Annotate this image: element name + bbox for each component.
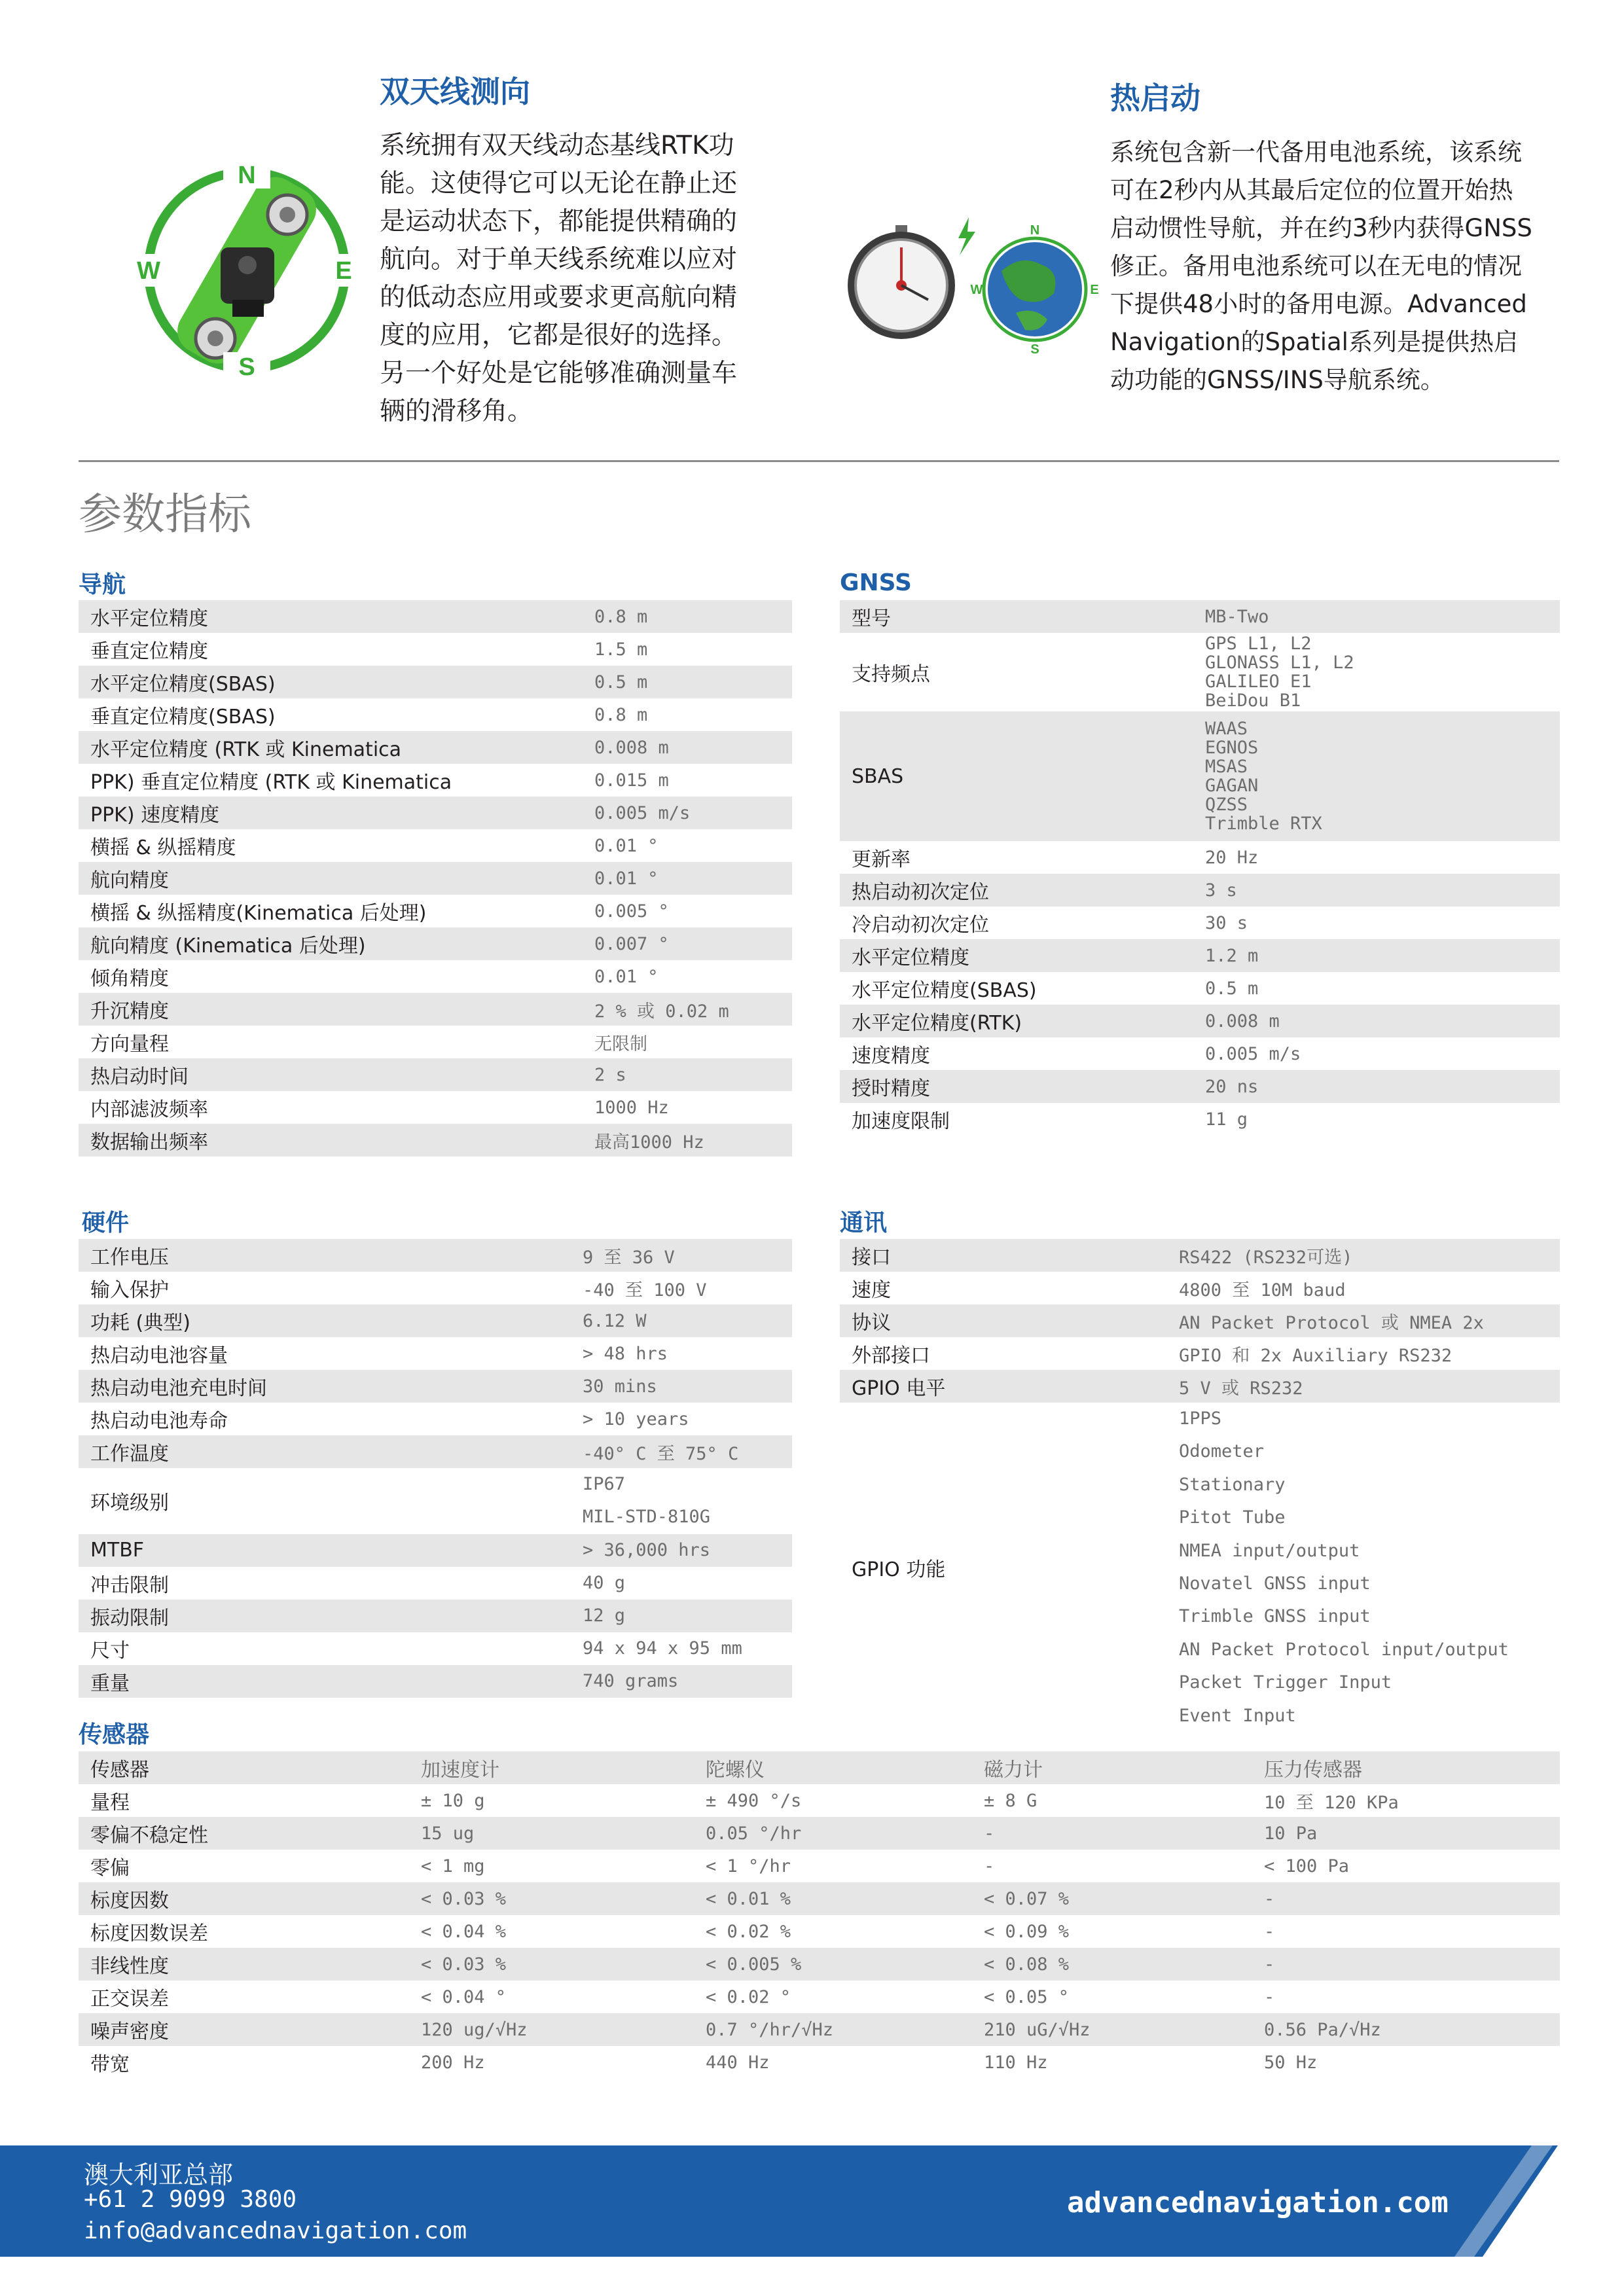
row-value: 30 s (1205, 912, 1248, 933)
compass-illustration (134, 149, 360, 391)
hot-start-title: 热启动 (1110, 81, 1200, 116)
table-row (79, 1948, 1560, 1981)
cell: - (984, 1856, 995, 1876)
row-label: 功耗 (典型) (79, 1304, 571, 1337)
row-label: 水平定位精度 (RTK 或 Kinematica (79, 731, 583, 764)
row-label: 型号 (840, 600, 1193, 633)
row-label: 重量 (79, 1665, 571, 1698)
dual-antenna-body (380, 127, 785, 431)
stopwatch-globe-icon (844, 208, 1106, 359)
table-row (79, 1304, 792, 1337)
table-row (79, 1370, 792, 1403)
table-row (840, 1403, 1560, 1732)
body-line: 修正。备用电池系统可以在无电的情况 (1110, 252, 1522, 280)
row-label: SBAS (840, 711, 1193, 841)
row-value: 无限制 (594, 1033, 647, 1054)
row-label: 协议 (840, 1304, 1167, 1337)
sbas-item: EGNOS (1205, 738, 1259, 758)
row-value: 5 V 或 RS232 (1167, 1370, 1560, 1403)
row-value: 740 grams (571, 1665, 792, 1698)
cell: 120 ug/√Hz (409, 2013, 694, 2046)
row-label: PPK) 速度精度 (79, 797, 583, 829)
row-label: 标度因数误差 (90, 1922, 208, 1945)
row-label: 垂直定位精度(SBAS) (90, 706, 276, 728)
gpio-function-item: Trimble GNSS input (1179, 1606, 1371, 1627)
table-row (79, 993, 792, 1026)
body-line: 系统拥有双天线动态基线RTK功 (380, 131, 734, 160)
row-value: > 10 years (583, 1408, 689, 1429)
compass-east-label: E (335, 257, 352, 285)
gnss-section-title: GNSS (840, 569, 912, 596)
cell: 10 Pa (1252, 1817, 1560, 1850)
sbas-list (1193, 711, 1560, 841)
table-row (79, 731, 792, 764)
hardware-table (79, 1239, 792, 1698)
table-row (79, 1784, 1560, 1817)
table-row (79, 1817, 1560, 1850)
band-item: BeiDou B1 (1205, 691, 1301, 711)
table-row (79, 1981, 1560, 2013)
table-row (79, 927, 792, 960)
navigation-table (79, 600, 792, 1157)
row-label: 航向精度 (Kinematica 后处理) (79, 927, 583, 960)
cell: - (1264, 1921, 1275, 1942)
cell: < 0.05 ° (984, 1986, 1070, 2007)
hot-start-body (1110, 134, 1568, 399)
row-label: 工作温度 (79, 1435, 571, 1468)
cell: 210 uG/√Hz (972, 2013, 1252, 2046)
table-row (79, 1091, 792, 1124)
row-label: 外部接口 (852, 1344, 930, 1367)
row-label: 噪声密度 (79, 2013, 409, 2046)
footer-website-link[interactable]: advancednavigation.com (1067, 2186, 1449, 2219)
env-item: MIL-STD-810G (583, 1507, 711, 1528)
gpio-function-item: 1PPS (1179, 1408, 1222, 1429)
table-row (79, 1600, 792, 1632)
row-value: 3 s (1193, 874, 1560, 906)
table-row (79, 1665, 792, 1698)
cell: ± 8 G (984, 1790, 1038, 1811)
row-value: GPIO 和 2x Auxiliary RS232 (1179, 1345, 1453, 1366)
row-label: 非线性度 (79, 1948, 409, 1981)
row-value: -40° C 至 75° C (571, 1435, 792, 1468)
table-row (840, 939, 1560, 972)
cell: < 0.09 % (984, 1921, 1070, 1942)
row-value: 1.2 m (1193, 939, 1560, 972)
row-label: 冷启动初次定位 (852, 914, 989, 937)
sensors-section-title: 传感器 (79, 1721, 150, 1748)
table-header-row (79, 1751, 1560, 1784)
row-value: > 48 hrs (583, 1343, 668, 1364)
table-row (840, 633, 1560, 711)
globe-east-label: E (1090, 283, 1099, 297)
table-row (79, 1026, 792, 1058)
cell: < 1 mg (421, 1856, 485, 1876)
band-item: GPS L1, L2 (1205, 634, 1312, 654)
row-label: 水平定位精度(RTK) (840, 1005, 1193, 1037)
footer-hq: 澳大利亚总部 (84, 2161, 234, 2189)
row-label: 数据输出频率 (79, 1124, 583, 1157)
table-row (79, 1272, 792, 1304)
cell: < 100 Pa (1264, 1856, 1350, 1876)
row-value: 0.007 ° (583, 927, 792, 960)
params-title: 参数指标 (79, 489, 251, 539)
table-row (840, 874, 1560, 906)
row-label: 环境级别 (90, 1492, 169, 1515)
cell: 110 Hz (984, 2052, 1048, 2073)
table-row (840, 1037, 1560, 1070)
row-value: 0.8 m (594, 704, 648, 725)
table-row (79, 960, 792, 993)
body-line: 动功能的GNSS/INS导航系统。 (1110, 366, 1445, 394)
cell: < 0.04 ° (421, 1986, 507, 2007)
row-value: 0.01 ° (583, 862, 792, 895)
row-value: 0.005 ° (594, 901, 669, 922)
row-value: 2 s (583, 1058, 792, 1091)
table-row (79, 1239, 792, 1272)
column-header: 陀螺仪 (694, 1751, 972, 1784)
table-row (840, 1370, 1560, 1403)
row-label: 输入保护 (90, 1279, 169, 1302)
table-row (79, 1124, 792, 1157)
row-label: 倾角精度 (90, 967, 169, 990)
row-value: AN Packet Protocol 或 NMEA 2x (1167, 1304, 1560, 1337)
body-line: 可在2秒内从其最后定位的位置开始热 (1110, 176, 1513, 204)
cell: < 0.005 % (694, 1948, 972, 1981)
body-line: 是运动状态下，都能提供精确的 (380, 207, 738, 236)
row-value: 0.01 ° (594, 966, 659, 987)
row-label: 热启动电池充电时间 (79, 1370, 571, 1403)
table-row (840, 600, 1560, 633)
row-value: 40 g (583, 1573, 626, 1594)
gpio-function-item: Stationary (1179, 1474, 1286, 1495)
table-row (79, 698, 792, 731)
table-row (79, 829, 792, 862)
cell: 50 Hz (1264, 2052, 1318, 2073)
column-header: 压力传感器 (1252, 1751, 1560, 1784)
cell: ± 490 °/s (706, 1790, 802, 1811)
body-line: 另一个好处是它能够准确测量车 (380, 359, 738, 388)
cell: < 0.03 % (409, 1882, 694, 1915)
cell: 0.56 Pa/√Hz (1252, 2013, 1560, 2046)
cell: < 0.01 % (694, 1882, 972, 1915)
table-row (840, 1272, 1560, 1304)
band-item: GLONASS L1, L2 (1205, 653, 1354, 673)
gpio-function-item: Pitot Tube (1179, 1507, 1286, 1528)
row-label: 正交误差 (90, 1988, 169, 2011)
gpio-function-item: NMEA input/output (1179, 1540, 1360, 1561)
table-row (79, 600, 792, 633)
cell: 15 ug (409, 1817, 694, 1850)
row-value: 0.008 m (583, 731, 792, 764)
column-header: 加速度计 (409, 1751, 694, 1784)
row-label: 授时精度 (840, 1070, 1193, 1103)
table-row (79, 1337, 792, 1370)
dual-antenna-feature (380, 68, 785, 431)
table-row (79, 1058, 792, 1091)
table-row (79, 1632, 792, 1665)
row-label: 零偏 (90, 1857, 130, 1880)
hot-start-illustration (844, 208, 1106, 359)
cell: < 0.08 % (972, 1948, 1252, 1981)
row-label: 升沉精度 (79, 993, 583, 1026)
navigation-section-title: 导航 (79, 571, 126, 598)
row-value: 2 % 或 0.02 m (583, 993, 792, 1026)
comms-section-title: 通讯 (840, 1210, 888, 1236)
row-label: 热启动初次定位 (840, 874, 1193, 906)
cell: < 1 °/hr (706, 1856, 791, 1876)
table-row (79, 764, 792, 797)
row-value: 0.015 m (594, 770, 669, 791)
table-row (79, 862, 792, 895)
row-value: MB-Two (1193, 600, 1560, 633)
gnss-table (840, 600, 1560, 1136)
row-label: 水平定位精度(SBAS) (79, 666, 583, 698)
row-value: 0.8 m (583, 600, 792, 633)
table-row (840, 1070, 1560, 1103)
table-row (840, 972, 1560, 1005)
table-row (840, 1103, 1560, 1136)
table-row (79, 633, 792, 666)
row-label: 横摇 & 纵摇精度(Kinematica 后处理) (90, 902, 427, 925)
row-label: 标度因数 (79, 1882, 409, 1915)
row-label: 热启动时间 (79, 1058, 583, 1091)
table-row (79, 1915, 1560, 1948)
table-row (79, 1567, 792, 1600)
body-line: 系统包含新一代备用电池系统，该系统 (1110, 138, 1522, 166)
row-label: GPIO 电平 (840, 1370, 1167, 1403)
cell: 440 Hz (706, 2052, 770, 2073)
row-value: 1.5 m (594, 639, 648, 660)
row-value: 12 g (571, 1600, 792, 1632)
row-label: 接口 (840, 1239, 1167, 1272)
globe-south-label: S (1030, 342, 1039, 357)
row-label: 速度精度 (852, 1045, 930, 1067)
cell: - (1264, 1986, 1275, 2007)
compass-south-label: S (238, 353, 255, 381)
table-row (79, 1435, 792, 1468)
table-row (79, 2046, 1560, 2079)
table-row (79, 1882, 1560, 1915)
gpio-function-list (1167, 1403, 1560, 1732)
row-value: 9 至 36 V (571, 1239, 792, 1272)
cell: 10 至 120 KPa (1264, 1792, 1399, 1813)
body-line: 下提供48小时的备用电源。Advanced (1110, 290, 1527, 318)
globe-west-label: W (970, 283, 983, 297)
row-label: 零偏不稳定性 (79, 1817, 409, 1850)
table-row (79, 1468, 792, 1534)
row-label: 尺寸 (90, 1639, 130, 1662)
dual-antenna-compass-icon (134, 149, 360, 391)
table-row (840, 841, 1560, 874)
row-value: 最高1000 Hz (583, 1124, 792, 1157)
dual-antenna-title: 双天线测向 (380, 74, 530, 109)
hardware-section-title: 硬件 (82, 1210, 130, 1236)
row-value: 0.01 ° (594, 835, 659, 856)
table-row (840, 1239, 1560, 1272)
row-value: > 36,000 hrs (571, 1534, 792, 1567)
sbas-item: Trimble RTX (1205, 814, 1322, 834)
hot-start-feature (1110, 75, 1568, 399)
row-value: 11 g (1205, 1109, 1248, 1130)
body-line: 的低动态应用或要求更高航向精 (380, 283, 738, 312)
cell: - (1252, 1948, 1560, 1981)
column-header: 磁力计 (972, 1751, 1252, 1784)
row-label: 速度 (852, 1279, 891, 1302)
compass-north-label: N (238, 162, 256, 189)
env-item: IP67 (583, 1474, 626, 1494)
row-label: 航向精度 (79, 862, 583, 895)
row-label: 加速度限制 (852, 1110, 950, 1133)
row-label: 工作电压 (79, 1239, 571, 1272)
table-row (79, 2013, 1560, 2046)
cell: < 0.02 % (706, 1921, 791, 1942)
sbas-item: WAAS (1205, 719, 1248, 739)
sbas-item: GAGAN (1205, 776, 1259, 796)
cell: ± 10 g (421, 1790, 485, 1811)
body-line: 航向。对于单天线系统难以应对 (380, 245, 738, 274)
table-row (79, 895, 792, 927)
table-row (840, 1005, 1560, 1037)
table-row (79, 1403, 792, 1435)
table-row (840, 711, 1560, 841)
body-line: 启动惯性导航，并在约3秒内获得GNSS (1110, 214, 1532, 242)
row-label: PPK) 垂直定位精度 (RTK 或 Kinematica (90, 771, 452, 794)
row-value: RS422 (RS232可选) (1167, 1239, 1560, 1272)
gpio-function-item: Novatel GNSS input (1179, 1573, 1371, 1594)
table-row (79, 666, 792, 698)
footer-email[interactable]: info@advancednavigation.com (84, 2217, 467, 2244)
row-label: 水平定位精度 (840, 939, 1193, 972)
row-value: 0.005 m/s (1205, 1043, 1301, 1064)
footer-phone: +61 2 9099 3800 (84, 2186, 297, 2213)
row-label: 振动限制 (79, 1600, 571, 1632)
gpio-function-item: Packet Trigger Input (1179, 1672, 1392, 1693)
row-label: 更新率 (852, 848, 911, 871)
row-value: 6.12 W (571, 1304, 792, 1337)
env-list (571, 1468, 792, 1534)
row-value: -40 至 100 V (583, 1280, 707, 1300)
table-row (79, 1534, 792, 1567)
table-row (79, 1850, 1560, 1882)
cell: 200 Hz (421, 2052, 485, 2073)
body-line: 度的应用，它都是很好的选择。 (380, 321, 738, 350)
row-label: GPIO 功能 (840, 1403, 1167, 1732)
row-label: 支持频点 (852, 663, 930, 686)
body-line: 能。这使得它可以无论在静止还 (380, 169, 738, 198)
row-label: 横摇 & 纵摇精度 (90, 836, 236, 859)
gpio-function-item: Odometer (1179, 1441, 1265, 1462)
sbas-item: MSAS (1205, 757, 1248, 777)
row-value: 0.5 m (1205, 978, 1259, 999)
globe-north-label: N (1030, 223, 1040, 238)
comms-table (840, 1239, 1560, 1732)
cell: - (972, 1817, 1252, 1850)
cell: < 0.04 % (421, 1921, 507, 1942)
table-row (79, 797, 792, 829)
sbas-item: QZSS (1205, 795, 1248, 815)
row-value: 4800 至 10M baud (1179, 1280, 1346, 1300)
row-label: 热启动电池寿命 (90, 1410, 228, 1433)
gpio-function-item: Event Input (1179, 1705, 1296, 1726)
row-label: 垂直定位精度 (90, 640, 208, 663)
table-row (840, 1337, 1560, 1370)
cell: < 0.02 ° (706, 1986, 791, 2007)
row-value: 1000 Hz (594, 1097, 669, 1118)
column-header: 传感器 (79, 1751, 409, 1784)
row-value: 0.5 m (583, 666, 792, 698)
row-value: 94 x 94 x 95 mm (583, 1638, 742, 1659)
row-label: 带宽 (90, 2053, 130, 2076)
sensors-table (79, 1751, 1560, 2079)
cell: < 0.07 % (972, 1882, 1252, 1915)
row-label: 冲击限制 (90, 1573, 169, 1597)
row-label: 水平定位精度(SBAS) (852, 979, 1037, 1002)
gpio-function-item: AN Packet Protocol input/output (1179, 1639, 1509, 1660)
row-label: 内部滤波频率 (90, 1098, 208, 1121)
row-value: 0.008 m (1193, 1005, 1560, 1037)
row-label: 量程 (90, 1791, 130, 1814)
row-value: 20 ns (1193, 1070, 1560, 1103)
section-divider (79, 460, 1559, 462)
cell: < 0.03 % (409, 1948, 694, 1981)
cell: - (1252, 1882, 1560, 1915)
row-value: 20 Hz (1205, 847, 1259, 868)
bands-list (1193, 633, 1560, 711)
cell: 0.05 °/hr (694, 1817, 972, 1850)
row-value: 0.005 m/s (583, 797, 792, 829)
row-label: 方向量程 (90, 1033, 169, 1056)
row-label: 水平定位精度 (79, 600, 583, 633)
row-label: 热启动电池容量 (90, 1344, 228, 1367)
compass-west-label: W (137, 257, 160, 285)
row-label: MTBF (79, 1534, 571, 1567)
table-row (840, 906, 1560, 939)
body-line: Navigation的Spatial系列是提供热启 (1110, 328, 1518, 356)
body-line: 辆的滑移角。 (380, 397, 533, 426)
band-item: GALILEO E1 (1205, 672, 1312, 692)
cell: 0.7 °/hr/√Hz (694, 2013, 972, 2046)
table-row (840, 1304, 1560, 1337)
row-value: 30 mins (571, 1370, 792, 1403)
